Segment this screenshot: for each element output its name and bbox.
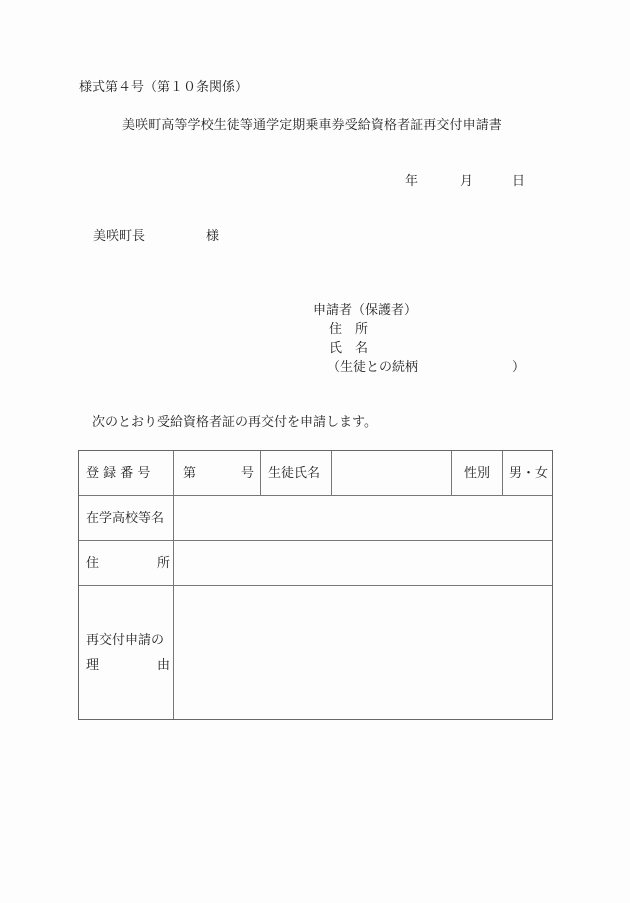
applicant-heading: 申請者（保護者） — [313, 303, 418, 318]
address-field[interactable] — [175, 542, 551, 584]
row-divider — [79, 540, 552, 541]
row-divider — [79, 495, 552, 496]
addressee-name: 美咲町長 — [93, 229, 146, 244]
column-divider — [451, 451, 452, 495]
date-month-label: 月 — [460, 174, 474, 189]
application-table — [78, 450, 553, 720]
date-year-label: 年 — [405, 174, 419, 189]
registration-number-field[interactable] — [197, 457, 245, 489]
number-prefix: 第 — [183, 466, 197, 481]
column-divider — [173, 451, 174, 719]
registration-number-label: 登 録 番 号 — [86, 466, 151, 481]
reason-label-right: 由 — [157, 658, 171, 673]
reason-field[interactable] — [175, 587, 551, 717]
gender-options[interactable]: 男・女 — [509, 466, 549, 481]
column-divider — [502, 451, 503, 495]
applicant-relation-label: （生徒との続柄 — [327, 360, 419, 375]
applicant-relation-close: ） — [512, 360, 526, 375]
document-title: 美咲町高等学校生徒等通学定期乗車券受給資格者証再交付申請書 — [122, 118, 502, 133]
address-label-left: 住 — [86, 556, 100, 571]
school-name-label: 在学高校等名 — [86, 511, 165, 526]
address-label-right: 所 — [157, 556, 171, 571]
number-suffix: 号 — [241, 466, 255, 481]
applicant-address-label: 住 所 — [329, 322, 369, 337]
applicant-name-label: 氏 名 — [329, 341, 369, 356]
date-day-label: 日 — [512, 174, 526, 189]
school-name-field[interactable] — [175, 497, 551, 539]
gender-label: 性別 — [464, 466, 491, 481]
student-name-label: 生徒氏名 — [268, 466, 321, 481]
column-divider — [331, 451, 332, 495]
reason-label-line1: 再交付申請の — [86, 633, 165, 648]
student-name-field[interactable] — [333, 453, 449, 493]
row-divider — [79, 585, 552, 586]
reason-label-left: 理 — [86, 658, 100, 673]
application-statement: 次のとおり受給資格者証の再交付を申請します。 — [92, 415, 377, 430]
form-number: 様式第４号（第１０条関係） — [79, 80, 249, 95]
column-divider — [260, 451, 261, 495]
addressee-honorific: 様 — [206, 229, 220, 244]
